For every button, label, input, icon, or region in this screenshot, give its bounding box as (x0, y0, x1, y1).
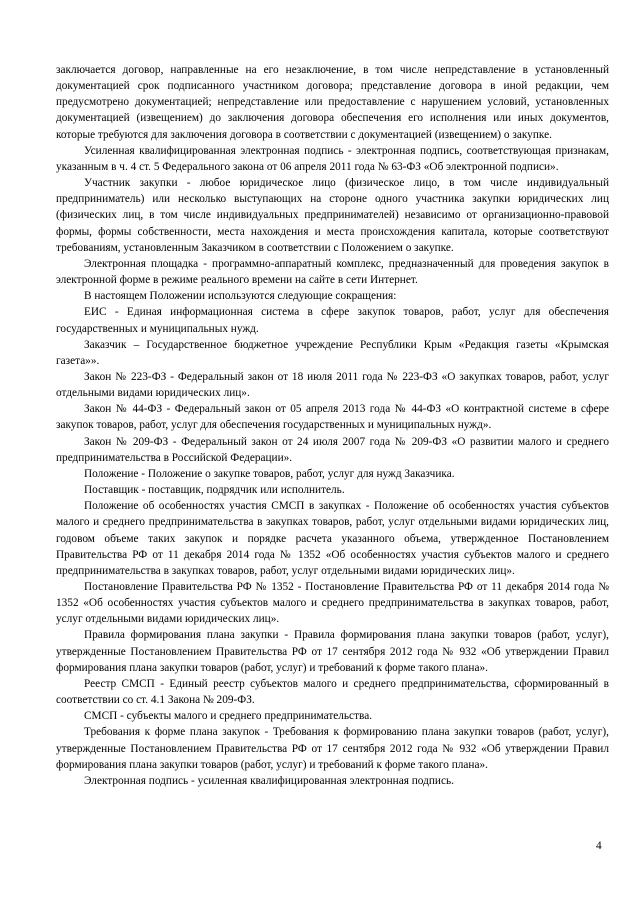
paragraph-law-44: Закон № 44-ФЗ - Федеральный закон от 05 апреля 2013 года № 44-ФЗ «О контрактной системе в сфере закупок товаров, работ, услуг для обеспечения государственных и муниципальных нужд». (56, 403, 609, 432)
paragraph-smsp: СМСП - субъекты малого и среднего предпринимательства. (84, 710, 373, 723)
paragraph-eis: ЕИС - Единая информационная система в сфере закупок товаров, работ, услуг для обеспечения государственных и муниципальных нужд. (56, 306, 609, 335)
paragraph-resolution-1352: Постановление Правительства РФ № 1352 - Постановление Правительства РФ от 11 декабря 2014 года № 1352 «Об особенностях участия субъектов малого и среднего предпринимательства в закупках товаров, работ, услуг отдельными видами юридических лиц». (56, 581, 609, 626)
document-page (56, 62, 609, 789)
paragraph-law-209: Закон № 209-ФЗ - Федеральный закон от 24 июля 2007 года № 209-ФЗ «О развитии малого и среднего предпринимательства в Российской Федерации». (56, 435, 609, 464)
paragraph-qualified-signature: Усиленная квалифицированная электронная подпись - электронная подпись, соответствующая признакам, указанным в ч. 4 ст. 5 Федерального закона от 06 апреля 2011 года № 63-ФЗ «Об электронной подписи». (56, 144, 609, 173)
page-number: 4 (596, 840, 602, 852)
paragraph-electronic-platform: Электронная площадка - программно-аппаратный комплекс, предназначенный для проведения закупок в электронной форме в режиме реального времени на сайте в сети Интернет. (56, 257, 609, 287)
paragraph-abbreviations-intro: В настоящем Положении используются следующие сокращения: (84, 290, 397, 303)
paragraph-plan-rules: Правила формирования плана закупки - Правила формирования плана закупки товаров (работ, услуг), утвержденные Постановлением Правительства РФ от 17 сентября 2012 года № 932 «Об утверждении Правил формирования плана закупки товаров (работ, услуг) и требований к форме такого плана». (56, 629, 609, 674)
paragraph-smsp-registry: Реестр СМСП - Единый реестр субъектов малого и среднего предпринимательства, сформированный в соответствии со ст. 4.1 Закона № 209-ФЗ. (56, 677, 609, 707)
paragraph-plan-requirements: Требования к форме плана закупок - Требования к формированию плана закупки товаров (работ, услуг), утвержденные Постановлением Правительства РФ от 17 сентября 2012 года № 932 «Об утверждении Правил формирования плана закупки товаров (работ, услуг) и требований к форме такого плана». (56, 726, 609, 771)
paragraph-smsp-participation: Положение об особенностях участия СМСП в закупках - Положение об особенностях участия субъектов малого и среднего предпринимательства в закупках товаров, работ, услуг отдельными видами юридических лиц, годовом объеме таких закупок и порядке расчета указанного объема, утвержденное Постановлением Правительства РФ от 11 декабря 2014 года № 1352 «Об особенностях участия субъектов малого и среднего предпринимательства в закупках товаров, работ, услуг отдельными видами юридических лиц». (56, 500, 609, 577)
paragraph-supplier: Поставщик - поставщик, подрядчик или исполнитель. (84, 484, 345, 497)
paragraph-contract-refusal: заключается договор, направленные на его незаключение, в том числе непредставление в установленный документацией срок подписанного участником договора; представление договора в иной редакции, чем предусмотрено документацией; непредставление или предоставление с нарушением условий, установленных документацией (извещением) до заключения договора обеспечения его исполнения или иных документов, которые требуются для заключения договора в соответствии с документацией (извещением) о закупке. (56, 64, 609, 141)
paragraph-regulation: Положение - Положение о закупке товаров, работ, услуг для нужд Заказчика. (84, 467, 455, 480)
paragraph-electronic-signature: Электронная подпись - усиленная квалифицированная электронная подпись. (84, 774, 454, 787)
paragraph-customer: Заказчик – Государственное бюджетное учреждение Республики Крым «Редакция газеты «Крымская газета»». (56, 338, 609, 367)
paragraph-law-223: Закон № 223-ФЗ - Федеральный закон от 18 июля 2011 года № 223-ФЗ «О закупках товаров, работ, услуг отдельными видами юридических лиц». (56, 370, 609, 400)
paragraph-procurement-participant: Участник закупки - любое юридическое лицо (физическое лицо, в том числе индивидуальный предприниматель) или несколько выступающих на стороне одного участника закупки юридических лиц (физических лиц, в том числе индивидуальных предпринимателей) независимо от организационно-правовой формы, формы собственности, места нахождения и места происхождения капитала, которые соответствуют требованиям, установленным Заказчиком в соответствии с Положением о закупке. (56, 177, 609, 254)
